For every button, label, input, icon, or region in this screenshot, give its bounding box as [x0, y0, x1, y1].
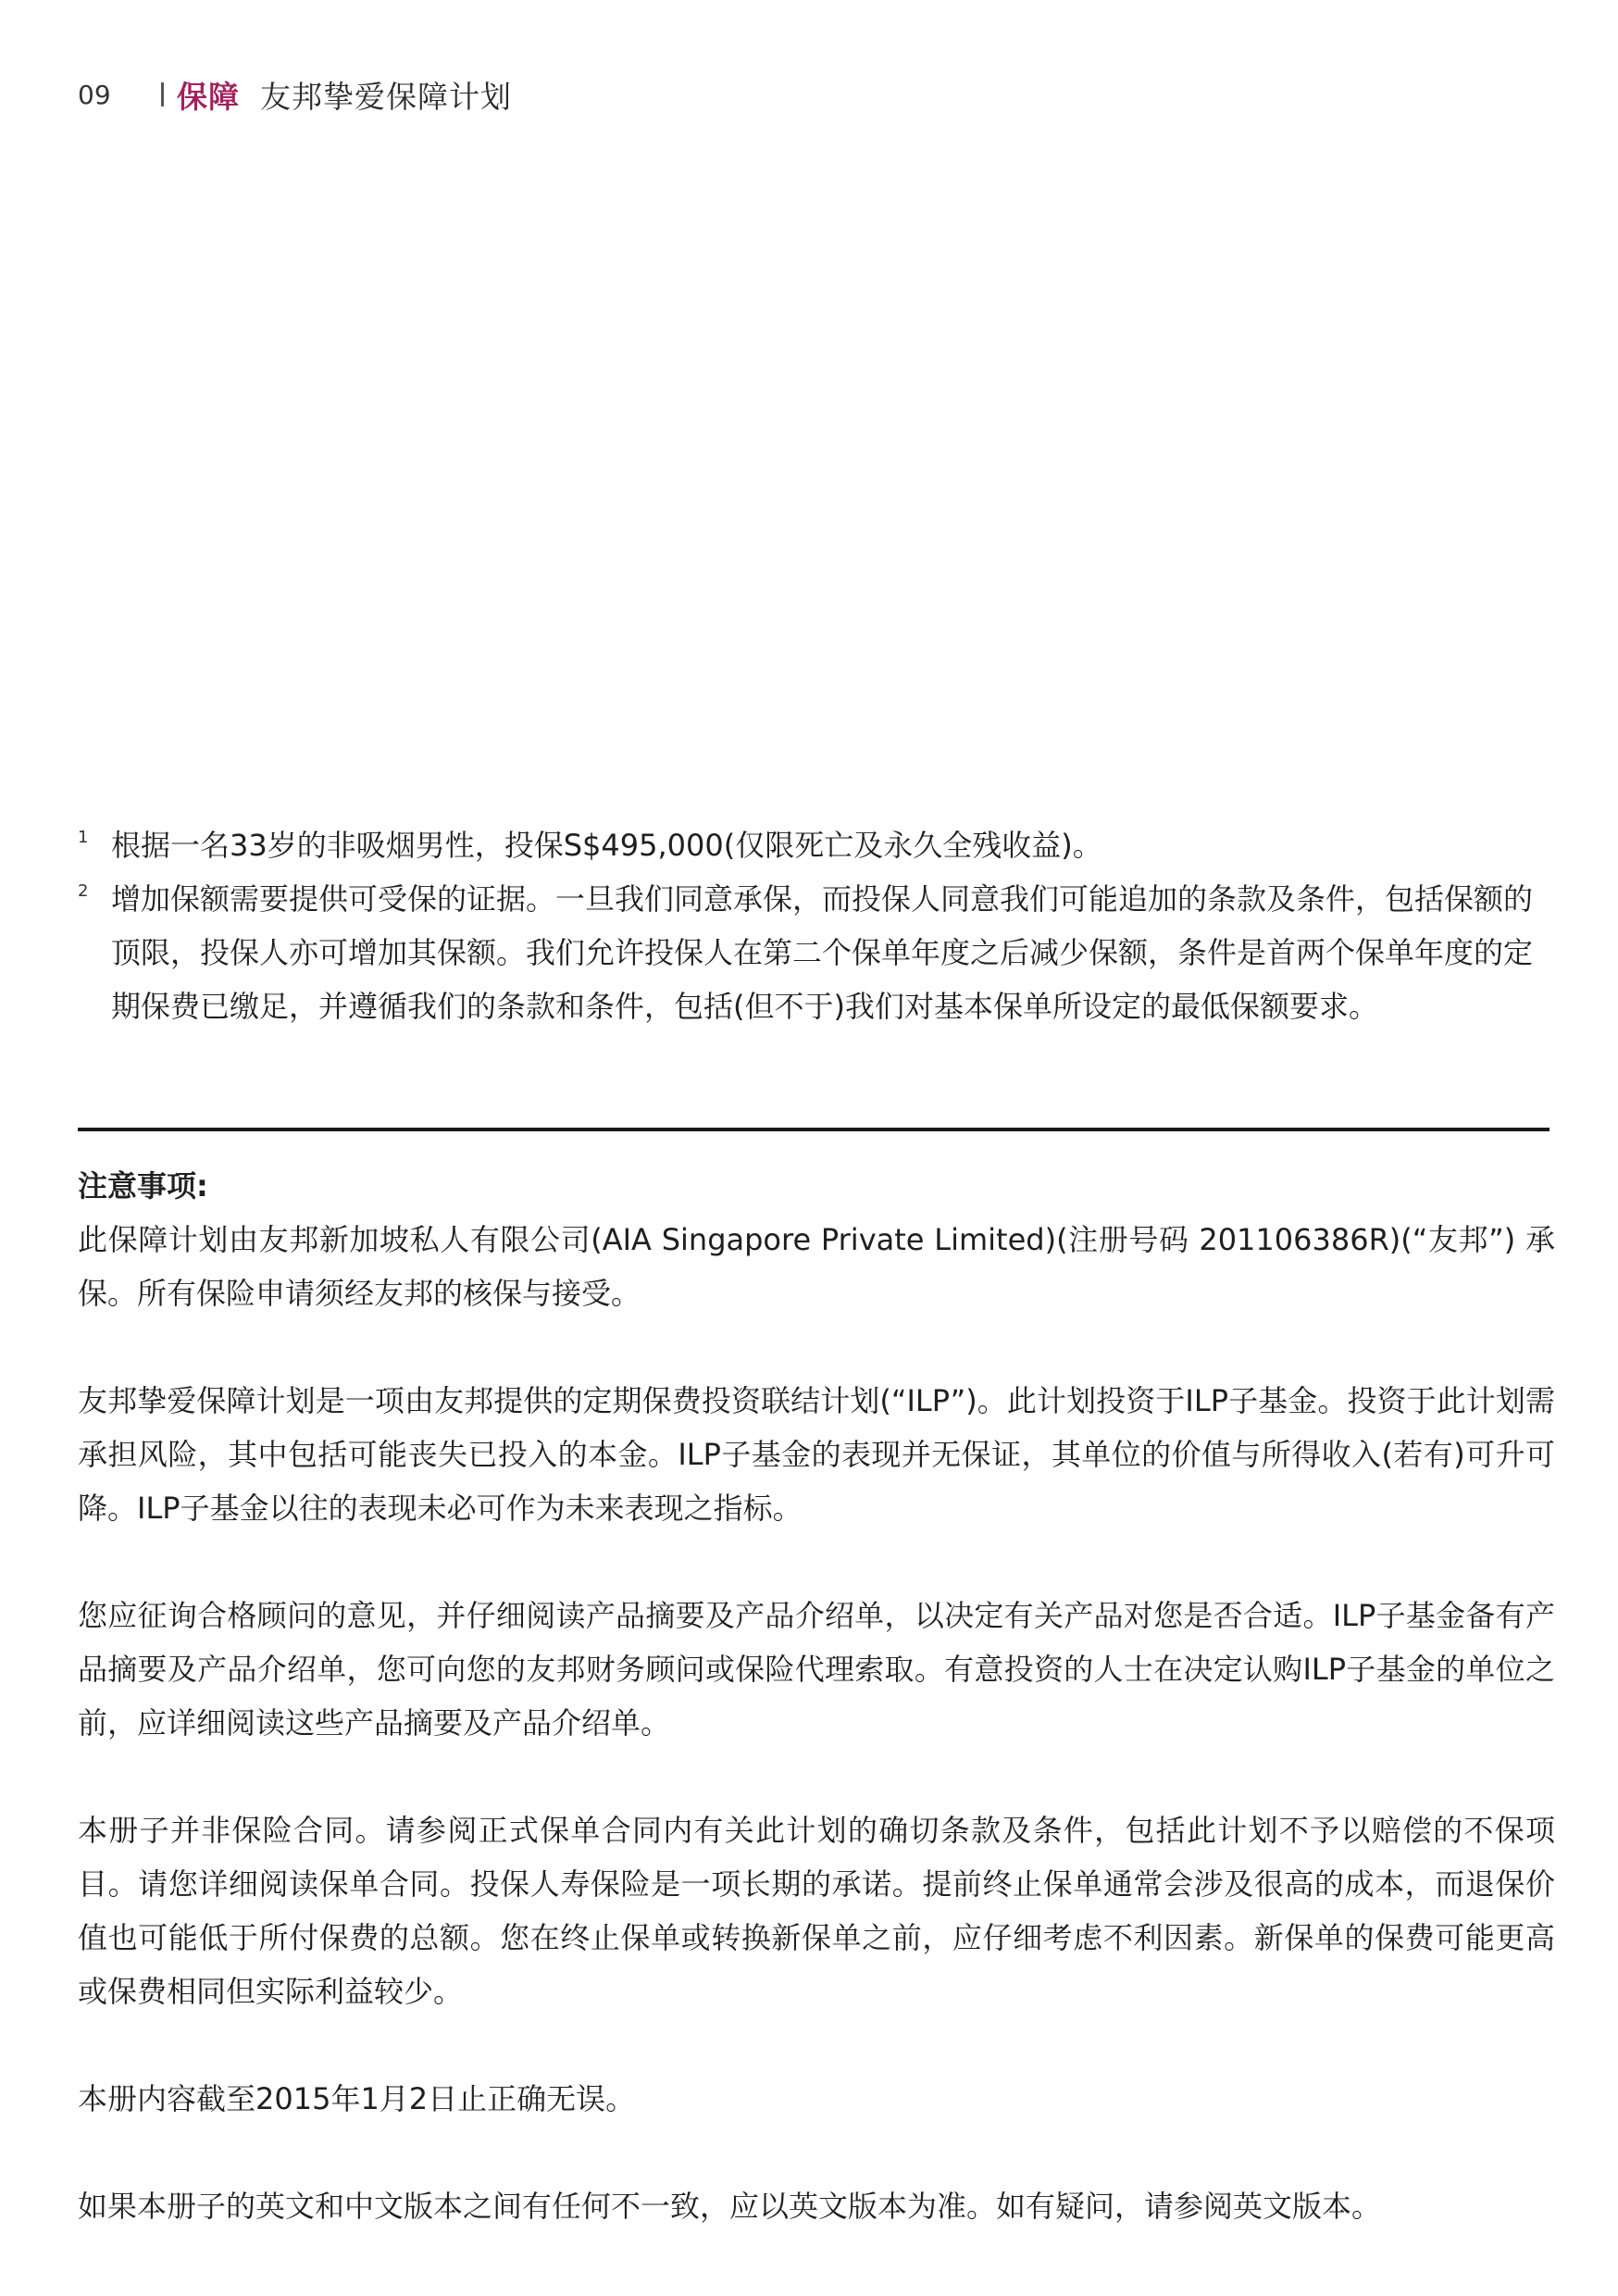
section-label: 保障	[177, 78, 240, 115]
document-title: 友邦挚爱保障计划	[260, 78, 512, 115]
page-number: 09	[78, 79, 111, 110]
footnote-text: 根据一名33岁的非吸烟男性，投保S$495,000(仅限死亡及永久全残收益)。	[111, 828, 1102, 863]
notice-paragraph-language: 如果本册子的英文和中文版本之间有任何不一致，应以英文版本为准。如有疑问，请参阅英文版本。	[78, 2189, 1382, 2224]
notice-paragraph-date: 本册内容截至2015年1月2日止正确无误。	[78, 2081, 636, 2116]
footnotes	[78, 818, 1555, 1033]
notice-paragraph-advice: 您应征询合格顾问的意见，并仔细阅读产品摘要及产品介绍单，以决定有关产品对您是否合适。ILP子基金备有产品摘要及产品介绍单，您可向您的友邦财务顾问或保险代理索取。有意投资的人士在决定认购ILP子基金的单位之前，应详细阅读这些产品摘要及产品介绍单。	[78, 1598, 1555, 1741]
section-divider	[78, 1128, 1550, 1131]
footnote-marker: 1	[78, 828, 89, 847]
notice-heading: 注意事项:	[78, 1168, 208, 1204]
notice-paragraph-ilp: 友邦挚爱保障计划是一项由友邦提供的定期保费投资联结计划(“ILP”)。此计划投资于ILP子基金。投资于此计划需承担风险，其中包括可能丧失已投入的本金。ILP子基金的表现并无保证，其单位的价值与所得收入(若有)可升可降。ILP子基金以往的表现未必可作为未来表现之指标。	[78, 1383, 1555, 1526]
footnote-marker: 2	[78, 881, 89, 901]
page-header	[78, 72, 512, 117]
footnote-1	[78, 818, 1555, 872]
footnote-text: 增加保额需要提供可受保的证据。一旦我们同意承保，而投保人同意我们可能追加的条款及条件，包括保额的顶限，投保人亦可增加其保额。我们允许投保人在第二个保单年度之后减少保额，条件是首两个保单年度的定期保费已缴足，并遵循我们的条款和条件，包括(但不于)我们对基本保单所设定的最低保额要求。	[111, 881, 1534, 1024]
header-separator	[161, 82, 164, 106]
footnote-2	[78, 872, 1555, 1033]
notice-paragraph-contract: 本册子并非保险合同。请参阅正式保单合同内有关此计划的确切条款及条件，包括此计划不予以赔偿的不保项目。请您详细阅读保单合同。投保人寿保险是一项长期的承诺。提前终止保单通常会涉及很高的成本，而退保价值也可能低于所付保费的总额。您在终止保单或转换新保单之前，应仔细考虑不利因素。新保单的保费可能更高或保费相同但实际利益较少。	[78, 1813, 1555, 2009]
notice-paragraph-underwriter: 此保障计划由友邦新加坡私人有限公司(AIA Singapore Private Limited)(注册号码 201106386R)(“友邦”) 承保。所有保险申请须经友邦的核保与接受。	[78, 1222, 1555, 1311]
notice-section	[78, 1159, 1555, 2233]
